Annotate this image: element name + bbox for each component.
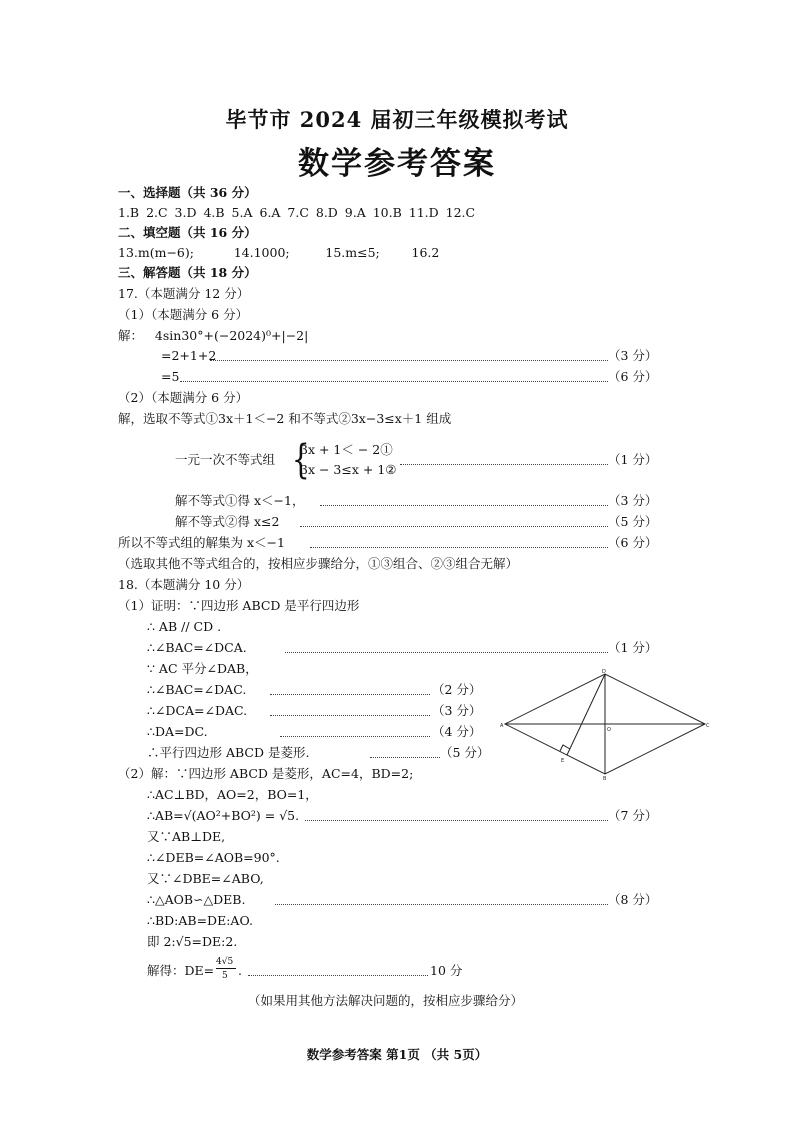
q17-solve-1: 解不等式①得 x＜−1， — [175, 493, 305, 508]
fraction-bar — [216, 968, 236, 969]
q17-note: （选取其他不等式组合的，按相应步骤给分，①③组合、②③组合无解） — [118, 556, 519, 571]
inequality-1: 3x + 1＜ − 2① — [300, 442, 393, 457]
fraction-denominator: 5 — [222, 971, 228, 981]
score-label: （5 分） — [608, 514, 658, 529]
label-a: A — [500, 723, 504, 729]
q18-step: ∴∠BAC=∠DAC. — [147, 682, 247, 697]
dot-leader — [300, 526, 608, 527]
rhombus-figure — [500, 668, 712, 780]
choice-answers: 1.B 2.C 3.D 4.B 5.A 6.A 7.C 8.D 9.A 10.B 11.D 12.C — [118, 205, 476, 220]
q18-step: ∴DA=DC. — [147, 724, 208, 739]
label-d: D — [602, 669, 606, 675]
score-label: 10 分 — [430, 963, 463, 978]
dot-leader — [210, 360, 608, 361]
q18-step: ∴AC⊥BD，AO=2，BO=1， — [147, 787, 318, 802]
answer-key-title: 数学参考答案 — [298, 146, 496, 182]
dot-leader — [370, 757, 440, 758]
q18-result-label: 解得：DE= — [147, 963, 215, 978]
period: . — [238, 963, 242, 978]
q17-heading: 17.（本题满分 12 分） — [118, 286, 250, 301]
label-o: O — [607, 727, 611, 733]
score-label: （6 分） — [608, 535, 658, 550]
dot-leader — [270, 715, 430, 716]
q17-part1-heading: （1）（本题满分 6 分） — [118, 307, 249, 322]
q18-part2-heading: （2）解：∵四边形 ABCD 是菱形，AC=4，BD=2; — [118, 766, 414, 781]
score-label: （3 分） — [432, 703, 482, 718]
inequality-2: 3x − 3≤x + 1② — [300, 462, 397, 477]
q18-step: ∴∠DEB=∠AOB=90°. — [147, 850, 280, 865]
dot-leader — [248, 975, 428, 976]
dot-leader — [180, 381, 608, 382]
q17-solution-set: 所以不等式组的解集为 x＜−1 — [118, 535, 285, 550]
score-label: （4 分） — [432, 724, 482, 739]
q18-part1-heading: （1）证明：∵四边形 ABCD 是平行四边形 — [118, 598, 360, 613]
q17-part1-step1: =2+1+2 — [161, 348, 217, 363]
q17-part2-heading: （2）（本题满分 6 分） — [118, 390, 249, 405]
q17-part2-intro: 解，选取不等式①3x＋1＜−2 和不等式②3x−3≤x＋1 组成 — [118, 411, 452, 426]
fraction-numerator: 4√5 — [216, 957, 234, 967]
dot-leader — [310, 547, 608, 548]
label-e: E — [561, 758, 565, 764]
q18-step: ∴△AOB∽△DEB. — [147, 892, 246, 907]
score-label: （7 分） — [608, 808, 658, 823]
q18-note: （如果用其他方法解决问题的，按相应步骤给分） — [248, 993, 524, 1008]
dot-leader — [320, 505, 608, 506]
q18-step: 又∵AB⊥DE, — [147, 829, 226, 844]
q17-part1-step2: =5 — [161, 369, 180, 384]
brace-icon: { — [291, 437, 310, 483]
score-label: （2 分） — [432, 682, 482, 697]
score-label: （8 分） — [608, 892, 658, 907]
right-angle-mark — [560, 745, 570, 751]
q18-step: ∵ AC 平分∠DAB， — [147, 661, 258, 676]
q18-step: ∴平行四边形 ABCD 是菱形. — [147, 745, 310, 760]
q18-step: 又∵∠DBE=∠ABO, — [147, 871, 264, 886]
dot-leader — [280, 736, 430, 737]
score-label: （3 分） — [608, 348, 658, 363]
dot-leader — [285, 652, 608, 653]
q18-heading: 18.（本题满分 10 分） — [118, 577, 250, 592]
section-heading-choice: 一、选择题（共 36 分） — [118, 185, 257, 200]
label-c: C — [706, 723, 710, 729]
fill-answers: 13.m(m−6); 14.1000; 15.m≤5; 16.2 — [118, 245, 440, 260]
q18-step: ∴BD:AB=DE:AO. — [147, 913, 253, 928]
label-b: B — [603, 776, 607, 780]
section-heading-fill: 二、填空题（共 16 分） — [118, 225, 257, 240]
segment-de — [567, 674, 605, 755]
q18-step: ∴∠DCA=∠DAC. — [147, 703, 248, 718]
q18-step: ∴AB=√(AO²+BO²) = √5. — [147, 808, 300, 823]
section-heading-solve: 三、解答题（共 18 分） — [118, 265, 257, 280]
score-label: （1 分） — [608, 640, 658, 655]
exam-title: 毕节市 2024 届初三年级模拟考试 — [225, 107, 569, 132]
page-footer: 数学参考答案 第1页 （共 5页） — [306, 1047, 488, 1062]
score-label: （5 分） — [440, 745, 490, 760]
dot-leader — [400, 464, 608, 465]
score-label: （3 分） — [608, 493, 658, 508]
score-label: （1 分） — [608, 452, 658, 467]
q18-step: 即 2:√5=DE:2. — [147, 934, 238, 949]
score-label: （6 分） — [608, 369, 658, 384]
inequality-system-label: 一元一次不等式组 — [175, 452, 276, 467]
dot-leader — [275, 904, 608, 905]
q18-step: ∴ AB // CD . — [147, 619, 222, 634]
q18-step: ∴∠BAC=∠DCA. — [147, 640, 247, 655]
q17-solve-2: 解不等式②得 x≤2 — [175, 514, 280, 529]
dot-leader — [305, 820, 608, 821]
dot-leader — [270, 694, 430, 695]
q17-part1-expr: 解： 4sin30°+(−2024)⁰+|−2| — [118, 328, 309, 343]
